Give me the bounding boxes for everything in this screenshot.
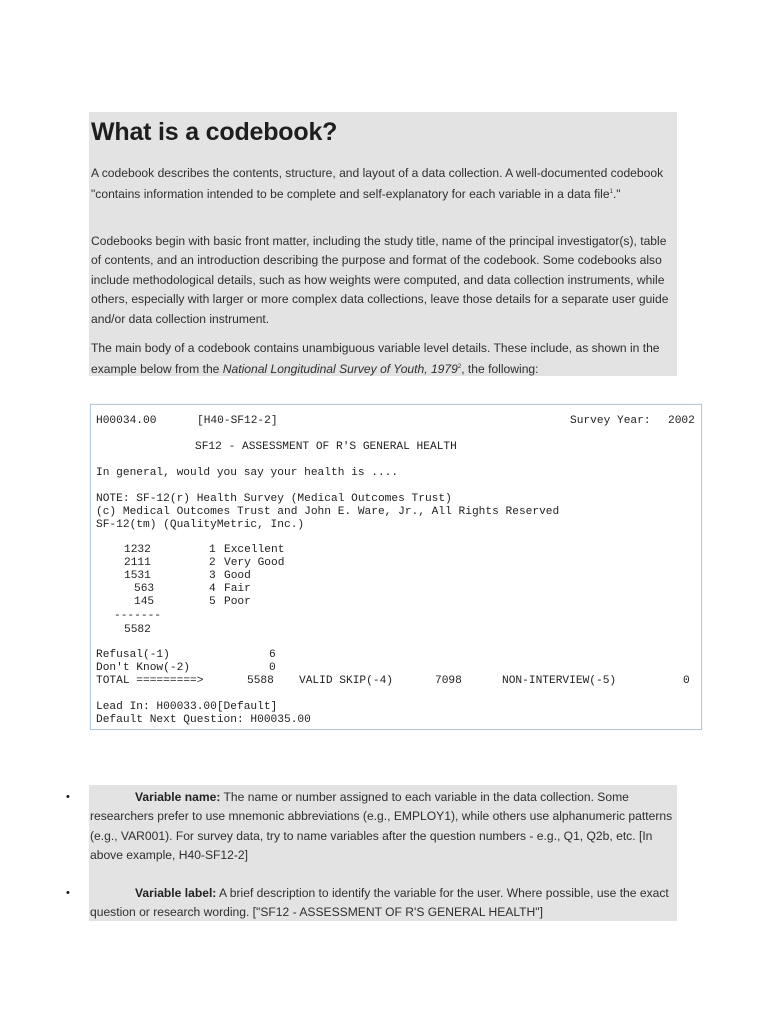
question-text: In general, would you say your health is .... [96,467,399,479]
response-sum: 5582 [124,624,151,636]
term-variable-name: Variable name: [135,790,221,804]
dont-know-count: 0 [269,662,276,674]
footnote-ref-2[interactable]: 2 [457,364,462,371]
survey-year-label: Survey Year: [570,415,651,427]
default-next-question: Default Next Question: H00035.00 [96,714,311,726]
note-line: NOTE: SF-12(r) Health Survey (Medical Outcomes Trust) [96,493,452,505]
non-interview-count: 0 [683,675,690,687]
footnote-ref-1[interactable]: 1 [609,189,613,196]
valid-skip-label: VALID SKIP(-4) [299,675,393,687]
note-line: (c) Medical Outcomes Trust and John E. Ware, Jr., All Rights Reserved [96,506,560,518]
response-label: Good [224,570,251,582]
definitions-list [89,785,677,921]
main-body-tail: , the following: [461,362,539,377]
bullet-marker: • [66,791,70,803]
note-line: SF-12(tm) (QualityMetric, Inc.) [96,519,305,531]
valid-skip-count: 7098 [435,675,462,687]
response-code: 5 [209,596,216,608]
list-item-variable-name [90,788,676,866]
variable-label: SF12 - ASSESSMENT OF R'S GENERAL HEALTH [195,441,457,453]
bullet-marker: • [66,887,70,899]
main-body-paragraph [91,339,675,380]
page-title: What is a codebook? [91,118,338,146]
lead-in: Lead In: H00033.00[Default] [96,701,278,713]
response-count: 2111 [124,557,151,569]
response-count: 563 [134,583,155,595]
response-code: 1 [209,544,216,556]
front-matter-paragraph: Codebooks begin with basic front matter, including the study title, name of the principal investigator(s), table of contents, and an introduction describing the purpose and format of the codebook. Some codebooks also include methodological details, such as how weights were computed, and data collection instruments, while others, especially with larger or more complex data collections, leave those details for a separate user guide and/or data collection instrument. [91,234,669,326]
dont-know-label: Don't Know(-2) [96,662,190,674]
response-label: Fair [224,583,251,595]
divider: ------- [114,610,161,622]
response-code: 4 [209,583,216,595]
list-item-variable-label [90,884,676,923]
refusal-label: Refusal(-1) [96,649,170,661]
total-label: TOTAL =========> [96,675,204,687]
non-interview-label: NON-INTERVIEW(-5) [502,675,617,687]
variable-id: H00034.00 [96,415,157,427]
term-variable-label: Variable label: [135,886,217,900]
definition-variable-name: The name or number assigned to each variable in the data collection. Some researchers prefer to use mnemonic abbreviations (e.g., EMPLOY1), while others use alphanumeric patterns (e.g., VAR001). For survey data, try to name variables after the question numbers - e.g., Q1, Q2b, etc. [In above example, H40-SF12-2] [90,790,673,863]
intro-text: A codebook describes the contents, structure, and layout of a data collection. A well-documented codebook "contains information intended to be complete and self-explanatory for each variable in a data file [91,166,664,202]
response-count: 1531 [124,570,151,582]
refusal-count: 6 [269,649,276,661]
response-code: 2 [209,557,216,569]
main-body-text: The main body of a codebook contains unambiguous variable level details. These include, as shown in the example below from the [91,341,660,377]
response-count: 145 [134,596,155,608]
intro-text-tail: ." [612,187,621,202]
survey-name: National Longitudinal Survey of Youth, 1979 [222,362,458,377]
response-label: Excellent [224,544,285,556]
total-count: 5588 [247,675,274,687]
codebook-example-image [90,404,702,730]
intro-paragraph [91,164,675,205]
response-count: 1232 [124,544,151,556]
response-label: Very Good [224,557,285,569]
definition-variable-label: A brief description to identify the variable for the user. Where possible, use the exact question or research wording. ["SF12 - ASSESSMENT OF R'S GENERAL HEALTH"] [90,886,669,920]
survey-year-value: 2002 [668,415,695,427]
response-label: Poor [224,596,251,608]
variable-ref: [H40-SF12-2] [197,415,278,427]
intro-section [89,112,677,376]
response-code: 3 [209,570,216,582]
